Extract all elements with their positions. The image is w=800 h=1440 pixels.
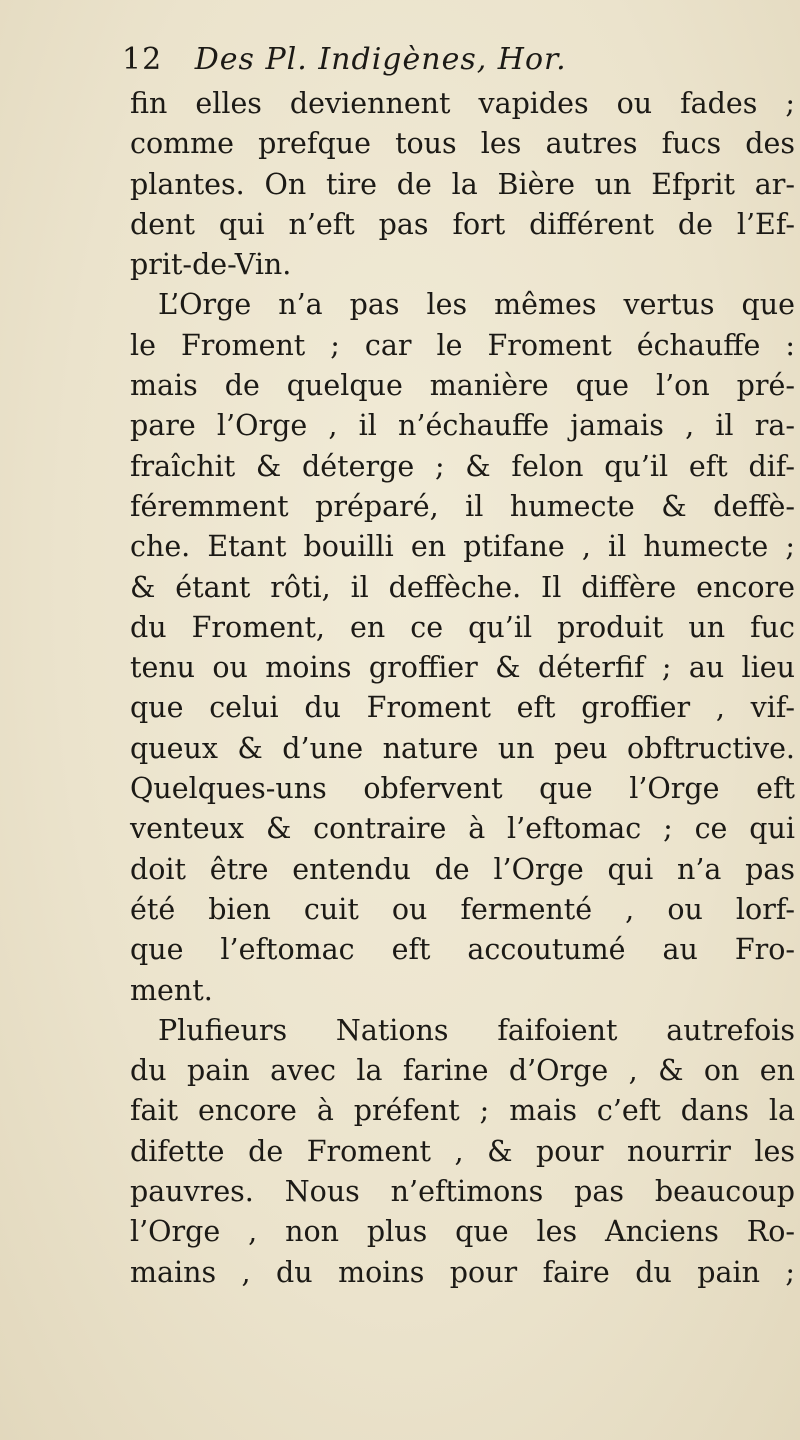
text-line: fin elles deviennent vapides ou fades ; [130, 87, 795, 120]
text-line: difette de Froment , & pour nourrir les [130, 1134, 795, 1168]
text-line: tenu ou moins groffier & déterfif ; au lieu [130, 651, 795, 685]
text-line: pare l’Orge , il n’échauffe jamais , il ra- [130, 409, 795, 443]
text-line: pauvres. Nous n’eftimons pas beaucoup [130, 1175, 795, 1209]
text-line: été bien cuit ou fermenté , ou lorf- [130, 892, 795, 926]
text-line: mains , du moins pour faire du pain ; [130, 1255, 795, 1289]
text-line: fraîchit & déterge ; & felon qu’il eft dif- [130, 449, 795, 483]
text-line: Plufieurs Nations faifoient autrefois [158, 1013, 795, 1047]
text-line: Quelques-uns obfervent que l’Orge eft [130, 772, 795, 806]
running-title: Des Pl. Indigènes, Hor. [194, 42, 567, 77]
text-line: che. Etant bouilli en ptifane , il humecte ; [130, 530, 795, 564]
page-header [122, 38, 762, 82]
text-line: venteux & contraire à l’eftomac ; ce qui [130, 812, 795, 846]
text-line: queux & d’une nature un peu obftructive. [130, 731, 795, 765]
text-line: du pain avec la farine d’Orge , & on en [130, 1054, 795, 1088]
text-line: prit-de-Vin. [130, 248, 292, 282]
text-line: du Froment, en ce qu’il produit un fuc [130, 610, 795, 644]
text-line: ment. [130, 973, 213, 1007]
text-line: le Froment ; car le Froment échauffe : [130, 328, 795, 362]
text-line: comme prefque tous les autres fucs des [130, 127, 795, 161]
text-line: L’Orge n’a pas les mêmes vertus que [158, 288, 795, 322]
text-line: que l’eftomac eft accoutumé au Fro- [130, 933, 795, 967]
text-line: fait encore à préfent ; mais c’eft dans la [130, 1094, 795, 1128]
text-line: féremment préparé, il humecte & deffè- [130, 489, 795, 523]
text-line: l’Orge , non plus que les Anciens Ro- [130, 1215, 795, 1249]
text-line: mais de quelque manière que l’on pré- [130, 369, 795, 403]
text-line: dent qui n’eft pas fort différent de l’Ef- [130, 207, 795, 241]
text-line: & étant rôti, il deffèche. Il diffère encore [130, 570, 795, 604]
page-number: 12 [122, 42, 163, 77]
text-line: doit être entendu de l’Orge qui n’a pas [130, 852, 795, 886]
text-line: que celui du Froment eft groffier , vif- [130, 691, 795, 725]
body-text [130, 84, 795, 1293]
text-line: plantes. On tire de la Bière un Efprit ar- [130, 167, 795, 201]
